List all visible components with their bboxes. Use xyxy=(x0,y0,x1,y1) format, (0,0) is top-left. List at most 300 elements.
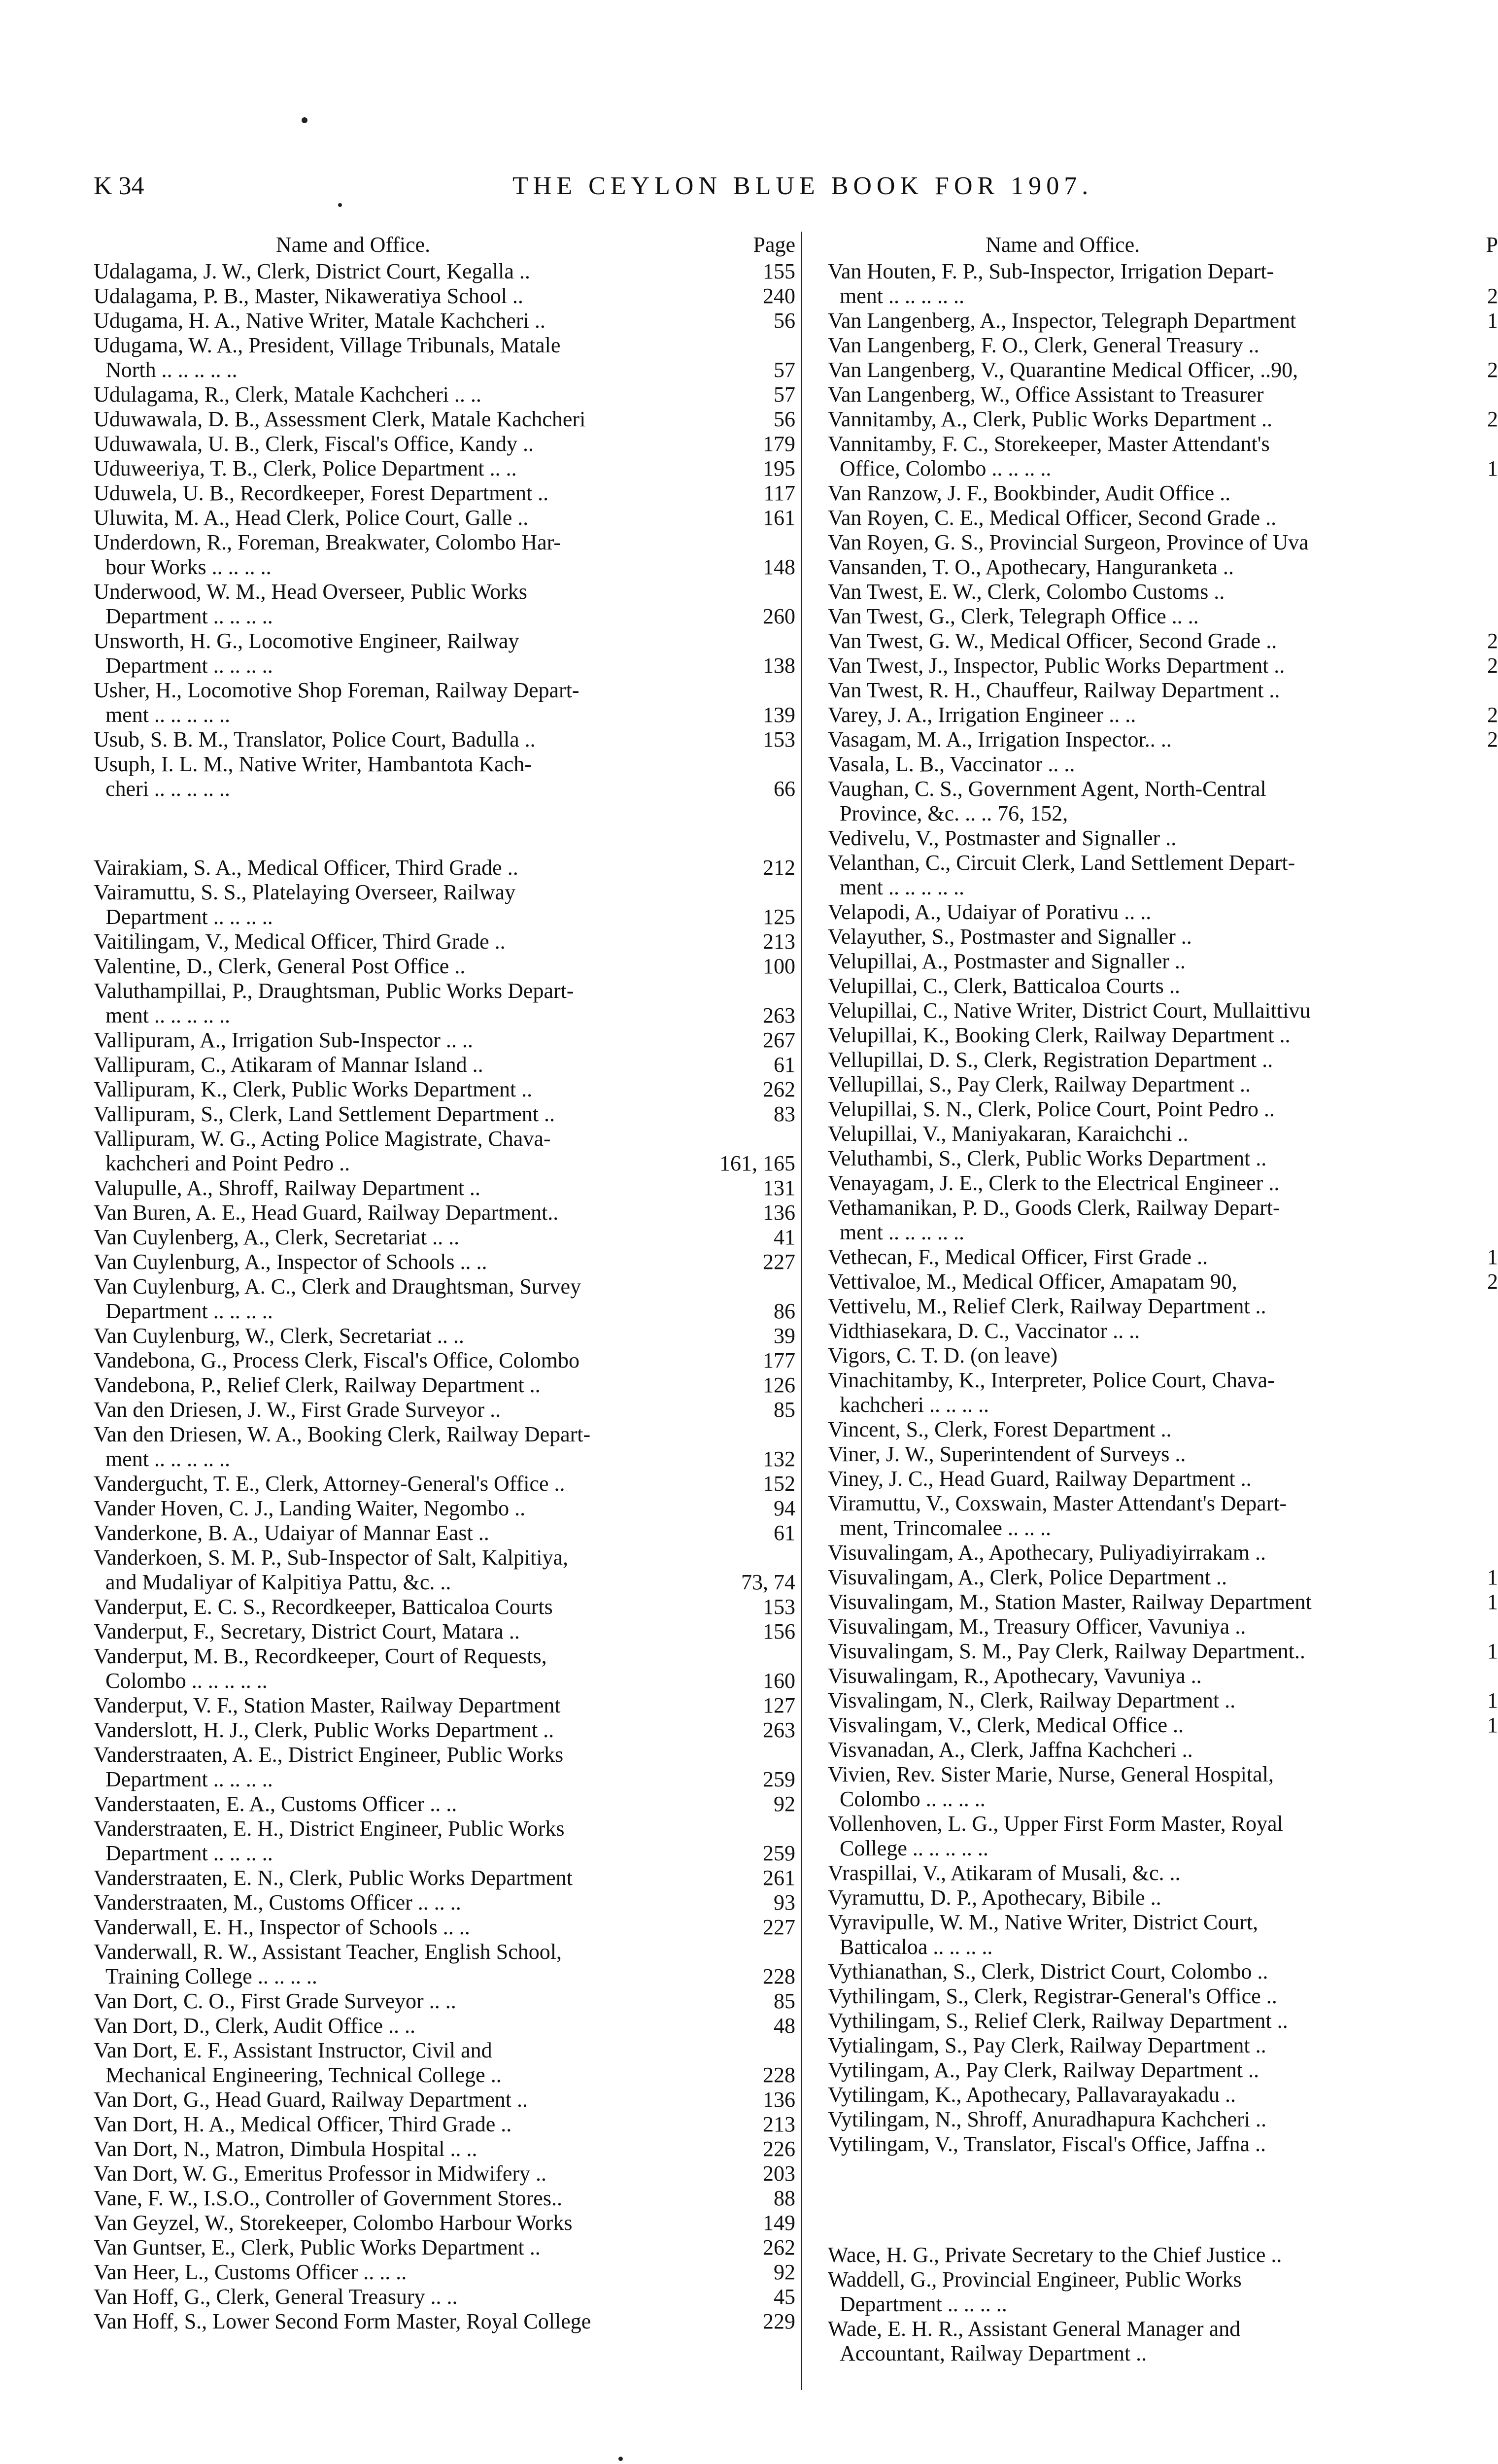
index-entry xyxy=(828,1072,1468,1097)
index-entry xyxy=(828,752,1468,777)
index-entry xyxy=(828,1097,1468,1122)
entry-page: 195 xyxy=(763,456,795,480)
index-entry xyxy=(94,1373,798,1398)
index-entry xyxy=(94,2285,798,2309)
entry-name-office: Department .. .. .. .. xyxy=(105,653,273,678)
index-entry xyxy=(828,1910,1468,1935)
entry-name-office: Vytilingam, A., Pay Clerk, Railway Department .. xyxy=(828,2058,1259,2082)
index-entry xyxy=(828,1442,1468,1467)
entry-page: 57 xyxy=(774,358,795,382)
entry-name-office: Department .. .. .. .. xyxy=(105,604,273,628)
index-entry xyxy=(94,530,798,555)
entry-page: 228 xyxy=(763,2063,795,2087)
index-entry xyxy=(828,1467,1468,1491)
entry-name-office: Veluthambi, S., Clerk, Public Works Department .. xyxy=(828,1146,1267,1170)
index-entry xyxy=(828,1269,1498,1294)
entry-name-office: and Mudaliyar of Kalpitiya Pattu, &c. .. xyxy=(105,1570,451,1594)
section-gap xyxy=(828,2156,1468,2211)
index-entry xyxy=(94,905,798,929)
index-entry xyxy=(828,530,1468,555)
entry-name-office: Van Twest, R. H., Chauffeur, Railway Department .. xyxy=(828,678,1280,702)
entry-page: 156 xyxy=(763,1619,795,1643)
index-entry xyxy=(94,1151,798,1176)
entry-name-office: Van Buren, A. E., Head Guard, Railway Department.. xyxy=(94,1200,559,1225)
section-gap xyxy=(828,2211,1468,2243)
index-entry xyxy=(828,308,1498,333)
index-entry xyxy=(828,1393,1468,1417)
entry-name-office: Vyravipulle, W. M., Native Writer, District Court, xyxy=(828,1910,1259,1934)
entry-name-office: Vytilingam, V., Translator, Fiscal's Office, Jaffna .. xyxy=(828,2132,1266,2156)
entry-page: 227 xyxy=(763,1915,795,1939)
index-entry xyxy=(94,2260,798,2285)
index-entry xyxy=(828,1959,1468,1984)
entry-name-office: College .. .. .. .. .. xyxy=(840,1836,988,1860)
entry-page: 2 xyxy=(1487,703,1498,727)
ink-dot xyxy=(302,117,307,123)
entry-page: 262 xyxy=(763,1077,795,1101)
index-entry xyxy=(94,506,798,530)
entry-page: 127 xyxy=(763,1693,795,1717)
entry-name-office: Vincent, S., Clerk, Forest Department .. xyxy=(828,1417,1172,1441)
entry-name-office: Vaughan, C. S., Government Agent, North-Central xyxy=(828,777,1266,801)
index-entry xyxy=(828,851,1468,875)
index-entry xyxy=(94,2063,798,2088)
entry-name-office: Vanderslott, H. J., Clerk, Public Works Department .. xyxy=(94,1718,554,1742)
entry-name-office: Van den Driesen, W. A., Booking Clerk, Railway Depart- xyxy=(94,1422,591,1446)
entry-page: 263 xyxy=(763,1718,795,1742)
entry-name-office: Uduweeriya, T. B., Clerk, Police Department .. .. xyxy=(94,456,517,480)
entry-name-office: Vanderput, E. C. S., Recordkeeper, Batticaloa Courts xyxy=(94,1595,553,1619)
entry-page: 148 xyxy=(763,555,795,579)
entry-name-office: Visuvalingam, M., Treasury Officer, Vavuniya .. xyxy=(828,1614,1246,1639)
entry-name-office: Visvalingam, V., Clerk, Medical Office .. xyxy=(828,1713,1184,1737)
entry-page: 48 xyxy=(774,2014,795,2038)
index-entry xyxy=(828,1738,1468,1762)
index-entry xyxy=(828,259,1468,284)
index-entry xyxy=(94,481,798,506)
entry-name-office: kachcheri and Point Pedro .. xyxy=(105,1151,350,1175)
index-entry xyxy=(94,432,798,456)
entry-name-office: Visuvalingam, A., Apothecary, Puliyadiyirrakam .. xyxy=(828,1540,1266,1565)
entry-name-office: Vallipuram, C., Atikaram of Mannar Island .. xyxy=(94,1053,483,1077)
entry-name-office: Varey, J. A., Irrigation Engineer .. .. xyxy=(828,703,1136,727)
entry-page: 1 xyxy=(1487,1639,1498,1663)
entry-page: 1 xyxy=(1487,1245,1498,1269)
index-entry xyxy=(828,1516,1468,1540)
entry-name-office: Vanderkoen, S. M. P., Sub-Inspector of Salt, Kalpitiya, xyxy=(94,1545,568,1570)
index-entry xyxy=(828,1294,1468,1319)
entry-name-office: Vansanden, T. O., Apothecary, Hanguranketa .. xyxy=(828,555,1234,579)
entry-name-office: Batticaloa .. .. .. .. xyxy=(840,1935,993,1959)
entry-name-office: Van Cuylenberg, A., Clerk, Secretariat .. .. xyxy=(94,1225,460,1249)
entry-page: 2 xyxy=(1487,1269,1498,1294)
entry-name-office: bour Works .. .. .. .. xyxy=(105,555,272,579)
index-entry xyxy=(94,752,798,777)
entry-name-office: Vidthiasekara, D. C., Vaccinator .. .. xyxy=(828,1319,1140,1343)
index-entry xyxy=(828,801,1468,826)
index-entry xyxy=(94,727,798,752)
entry-name-office: Van Hoff, S., Lower Second Form Master, Royal College xyxy=(94,2309,591,2333)
entry-page: 92 xyxy=(774,2260,795,2284)
entry-page: 2 xyxy=(1487,358,1498,382)
index-entry xyxy=(94,1447,798,1472)
entry-name-office: Van Dort, N., Matron, Dimbula Hospital .. .. xyxy=(94,2137,477,2161)
index-entry xyxy=(828,924,1468,949)
index-entry xyxy=(828,998,1468,1023)
entry-name-office: Udugama, W. A., President, Village Tribunals, Matale xyxy=(94,333,561,357)
entry-name-office: Vanderstraaten, M., Customs Officer .. .. .. xyxy=(94,1890,461,1915)
index-entry xyxy=(94,1964,798,1989)
index-entry xyxy=(94,1102,798,1127)
entry-name-office: Van Cuylenburg, A., Inspector of Schools .. .. xyxy=(94,1250,487,1274)
column-divider xyxy=(801,232,802,2390)
entry-page: 153 xyxy=(763,1595,795,1619)
entry-name-office: Valuthampillai, P., Draughtsman, Public Works Depart- xyxy=(94,979,574,1003)
index-entry xyxy=(828,1048,1468,1072)
index-entry xyxy=(94,1866,798,1890)
entry-page: 85 xyxy=(774,1398,795,1422)
index-entry xyxy=(94,1545,798,1570)
index-entry xyxy=(828,1836,1468,1861)
entry-name-office: Vythianathan, S., Clerk, District Court, Colombo .. xyxy=(828,1959,1268,1984)
entry-page: 136 xyxy=(763,1200,795,1225)
entry-name-office: Visvalingam, N., Clerk, Railway Department .. xyxy=(828,1688,1236,1712)
entry-page: 61 xyxy=(774,1053,795,1077)
entry-page: 2 xyxy=(1487,727,1498,752)
entry-name-office: Vanderput, M. B., Recordkeeper, Court of Requests, xyxy=(94,1644,547,1668)
index-entry xyxy=(828,1023,1468,1048)
index-entry xyxy=(94,407,798,432)
entry-name-office: Vanderwall, E. H., Inspector of Schools .. .. xyxy=(94,1915,470,1939)
entry-name-office: Vannitamby, A., Clerk, Public Works Department .. xyxy=(828,407,1272,431)
entry-name-office: Training College .. .. .. .. xyxy=(105,1964,317,1988)
entry-name-office: Vanderwall, R. W., Assistant Teacher, English School, xyxy=(94,1940,562,1964)
index-entry xyxy=(828,900,1468,924)
index-entry xyxy=(828,1762,1468,1787)
entry-page: 85 xyxy=(774,1989,795,2013)
index-entry xyxy=(828,826,1468,851)
entry-page: 56 xyxy=(774,308,795,333)
index-entry xyxy=(828,2341,1468,2366)
entry-name-office: Vytilingam, K., Apothecary, Pallavarayakadu .. xyxy=(828,2083,1236,2107)
index-entry xyxy=(828,604,1468,629)
index-entry xyxy=(94,2137,798,2161)
page-reference: K 34 xyxy=(94,172,144,200)
index-entry xyxy=(94,2186,798,2211)
entry-page: 57 xyxy=(774,382,795,407)
entry-name-office: Vyramuttu, D. P., Apothecary, Bibile .. xyxy=(828,1885,1161,1910)
index-entry xyxy=(94,1496,798,1521)
index-entry xyxy=(94,2014,798,2038)
index-entry xyxy=(94,1915,798,1940)
entry-name-office: North .. .. .. .. .. xyxy=(105,358,238,382)
entry-name-office: Wade, E. H. R., Assistant General Manager and xyxy=(828,2317,1241,2341)
index-entry xyxy=(828,2317,1468,2341)
entry-name-office: Uduwawala, D. B., Assessment Clerk, Matale Kachcheri xyxy=(94,407,586,431)
running-header xyxy=(94,171,1449,216)
index-entry xyxy=(94,2161,798,2186)
entry-page: 261 xyxy=(763,1866,795,1890)
entry-name-office: Vanderstraaten, E. H., District Engineer, Public Works xyxy=(94,1816,565,1841)
index-entry xyxy=(828,1713,1498,1738)
index-entry xyxy=(828,2083,1468,2107)
entry-name-office: Vasala, L. B., Vaccinator .. .. xyxy=(828,752,1075,776)
entry-name-office: Province, &c. .. .. 76, 152, xyxy=(840,801,1068,825)
index-entry xyxy=(94,880,798,905)
entry-name-office: Van Guntser, E., Clerk, Public Works Department .. xyxy=(94,2235,541,2259)
right-index-list xyxy=(828,259,1498,2366)
entry-page: 2 xyxy=(1487,629,1498,653)
entry-name-office: Vander Hoven, C. J., Landing Waiter, Negombo .. xyxy=(94,1496,526,1520)
entry-page: 2 xyxy=(1487,407,1498,431)
entry-name-office: Velupillai, C., Clerk, Batticaloa Courts .. xyxy=(828,974,1180,998)
index-entry xyxy=(94,1200,798,1225)
index-entry xyxy=(828,2132,1468,2156)
index-entry xyxy=(828,580,1468,604)
index-entry xyxy=(828,456,1498,481)
index-entry xyxy=(94,1053,798,1077)
index-entry xyxy=(94,1250,798,1274)
index-entry xyxy=(94,1274,798,1299)
entry-name-office: Van Dort, C. O., First Grade Surveyor .. .. xyxy=(94,1989,456,2013)
entry-page: 138 xyxy=(763,653,795,678)
entry-name-office: Visuvalingam, M., Station Master, Railway Department xyxy=(828,1590,1312,1614)
entry-name-office: Velupillai, S. N., Clerk, Police Court, Point Pedro .. xyxy=(828,1097,1275,1121)
section-gap xyxy=(94,801,798,856)
index-entry xyxy=(94,333,798,358)
index-entry xyxy=(828,1590,1498,1614)
index-entry xyxy=(828,1639,1498,1664)
entry-page: 131 xyxy=(763,1176,795,1200)
index-entry xyxy=(94,1595,798,1619)
index-entry xyxy=(94,2088,798,2112)
entry-page: 179 xyxy=(763,432,795,456)
entry-name-office: Vettivaloe, M., Medical Officer, Amapatam 90, xyxy=(828,1269,1237,1294)
index-entry xyxy=(94,1472,798,1496)
entry-page: 260 xyxy=(763,604,795,628)
entry-name-office: Viramuttu, V., Coxswain, Master Attendant's Depart- xyxy=(828,1491,1287,1515)
entry-name-office: Van Langenberg, F. O., Clerk, General Treasury .. xyxy=(828,333,1260,357)
entry-name-office: Vanderput, V. F., Station Master, Railway Department xyxy=(94,1693,561,1717)
index-entry xyxy=(94,1348,798,1373)
entry-name-office: Vallipuram, S., Clerk, Land Settlement Department .. xyxy=(94,1102,555,1126)
entry-name-office: Velupillai, K., Booking Clerk, Railway Department .. xyxy=(828,1023,1291,1047)
entry-name-office: Van Houten, F. P., Sub-Inspector, Irrigation Depart- xyxy=(828,259,1274,283)
index-entry xyxy=(94,1989,798,2014)
index-entry xyxy=(828,1417,1468,1442)
entry-page: 125 xyxy=(763,905,795,929)
left-index-list xyxy=(94,259,798,2334)
entry-name-office: Velupillai, V., Maniyakaran, Karaichchi .. xyxy=(828,1122,1189,1146)
entry-page: 160 xyxy=(763,1669,795,1693)
index-entry xyxy=(94,929,798,954)
entry-name-office: Van Royen, C. E., Medical Officer, Second Grade .. xyxy=(828,506,1277,530)
entry-name-office: Udugama, H. A., Native Writer, Matale Kachcheri .. xyxy=(94,308,545,333)
entry-name-office: ment .. .. .. .. .. xyxy=(105,703,230,727)
entry-name-office: Vandebona, G., Process Clerk, Fiscal's Office, Colombo xyxy=(94,1348,579,1372)
index-entry xyxy=(828,333,1468,358)
entry-page: 213 xyxy=(763,2112,795,2136)
entry-name-office: Usub, S. B. M., Translator, Police Court, Badulla .. xyxy=(94,727,536,752)
index-entry xyxy=(828,2058,1468,2083)
entry-name-office: Accountant, Railway Department .. xyxy=(840,2341,1147,2365)
index-entry xyxy=(94,1570,798,1595)
entry-name-office: Velanthan, C., Circuit Clerk, Land Settlement Depart- xyxy=(828,851,1295,875)
entry-name-office: cheri .. .. .. .. .. xyxy=(105,777,230,801)
entry-name-office: kachcheri .. .. .. .. xyxy=(840,1393,989,1417)
index-entry xyxy=(828,1220,1468,1245)
index-entry xyxy=(94,382,798,407)
index-entry xyxy=(828,1688,1498,1713)
index-entry xyxy=(828,1787,1468,1812)
entry-name-office: Waddell, G., Provincial Engineer, Public Works xyxy=(828,2267,1242,2292)
index-entry xyxy=(94,2112,798,2137)
entry-name-office: Van Cuylenburg, A. C., Clerk and Draughtsman, Survey xyxy=(94,1274,581,1299)
entry-name-office: Van Dort, W. G., Emeritus Professor in Midwifery .. xyxy=(94,2161,547,2186)
entry-name-office: Visuwalingam, R., Apothecary, Vavuniya .. xyxy=(828,1664,1202,1688)
index-entry xyxy=(94,1743,798,1767)
entry-name-office: Vinachitamby, K., Interpreter, Police Court, Chava- xyxy=(828,1368,1275,1392)
entry-page: 228 xyxy=(763,1964,795,1988)
index-entry xyxy=(828,1146,1468,1171)
index-entry xyxy=(828,1343,1468,1368)
index-entry xyxy=(94,954,798,979)
entry-name-office: Vallipuram, A., Irrigation Sub-Inspector .. .. xyxy=(94,1028,473,1052)
entry-page: 155 xyxy=(763,259,795,283)
entry-page: 153 xyxy=(763,727,795,752)
index-entry xyxy=(828,1565,1498,1590)
index-entry xyxy=(828,1935,1468,1959)
entry-page: 94 xyxy=(774,1496,795,1520)
entry-name-office: ment .. .. .. .. .. xyxy=(840,1220,964,1244)
index-entry xyxy=(828,2267,1468,2292)
entry-name-office: ment, Trincomalee .. .. .. xyxy=(840,1516,1051,1540)
entry-page: 136 xyxy=(763,2088,795,2112)
entry-name-office: ment .. .. .. .. .. xyxy=(105,1003,230,1027)
index-entry xyxy=(94,1225,798,1250)
index-entry xyxy=(94,1077,798,1102)
entry-name-office: Van den Driesen, J. W., First Grade Surveyor .. xyxy=(94,1398,501,1422)
index-entry xyxy=(94,1940,798,1964)
index-entry xyxy=(828,703,1498,727)
index-entry xyxy=(828,1614,1468,1639)
entry-name-office: Van Royen, G. S., Provincial Surgeon, Province of Uva xyxy=(828,530,1309,554)
entry-name-office: Vollenhoven, L. G., Upper First Form Master, Royal xyxy=(828,1812,1283,1836)
index-entry xyxy=(828,1171,1468,1196)
index-entry xyxy=(94,703,798,727)
entry-name-office: Vandebona, P., Relief Clerk, Railway Department .. xyxy=(94,1373,541,1397)
index-entry xyxy=(94,777,798,801)
ink-dot xyxy=(618,2457,623,2461)
entry-name-office: Van Heer, L., Customs Officer .. .. .. xyxy=(94,2260,407,2284)
entry-name-office: Velayuther, S., Postmaster and Signaller .. xyxy=(828,924,1192,949)
index-entry xyxy=(828,1245,1498,1269)
index-entry xyxy=(94,1127,798,1151)
entry-name-office: Van Twest, J., Inspector, Public Works Department .. xyxy=(828,653,1285,678)
entry-name-office: Wace, H. G., Private Secretary to the Chief Justice .. xyxy=(828,2243,1282,2267)
index-entry xyxy=(828,2107,1468,2132)
index-entry xyxy=(94,1767,798,1792)
index-entry xyxy=(94,1324,798,1348)
index-entry xyxy=(828,284,1498,308)
index-entry xyxy=(94,1644,798,1669)
index-entry xyxy=(94,555,798,580)
entry-page: 88 xyxy=(774,2186,795,2210)
entry-name-office: Vythilingam, S., Clerk, Registrar-General's Office .. xyxy=(828,1984,1277,2008)
column-header-page: P xyxy=(1486,233,1498,257)
index-entry xyxy=(94,1299,798,1324)
index-entry xyxy=(94,456,798,481)
column-header-name: Name and Office. xyxy=(986,233,1140,257)
index-entry xyxy=(828,1491,1468,1516)
entry-name-office: Valentine, D., Clerk, General Post Office .. xyxy=(94,954,466,978)
entry-name-office: Vivien, Rev. Sister Marie, Nurse, General Hospital, xyxy=(828,1762,1274,1786)
entry-page: 259 xyxy=(763,1841,795,1865)
entry-name-office: Vytialingam, S., Pay Clerk, Railway Department .. xyxy=(828,2033,1266,2057)
entry-name-office: Unsworth, H. G., Locomotive Engineer, Railway xyxy=(94,629,519,653)
entry-name-office: Visuvalingam, A., Clerk, Police Department .. xyxy=(828,1565,1227,1589)
entry-page: 117 xyxy=(763,481,795,505)
index-entry xyxy=(828,1122,1468,1146)
entry-page: 39 xyxy=(774,1324,795,1348)
entry-page: 161 xyxy=(763,506,795,530)
entry-name-office: Vettivelu, M., Relief Clerk, Railway Department .. xyxy=(828,1294,1266,1318)
entry-name-office: Venayagam, J. E., Clerk to the Electrical Engineer .. xyxy=(828,1171,1280,1195)
column-header-name: Name and Office. xyxy=(276,233,431,257)
entry-page: 226 xyxy=(763,2137,795,2161)
column-header-page: Page xyxy=(753,233,795,257)
entry-name-office: Department .. .. .. .. xyxy=(105,905,273,929)
entry-page: 1 xyxy=(1487,308,1498,333)
index-entry xyxy=(94,1890,798,1915)
entry-name-office: Van Twest, G., Clerk, Telegraph Office .. .. xyxy=(828,604,1199,628)
entry-name-office: Vandergucht, T. E., Clerk, Attorney-General's Office .. xyxy=(94,1472,565,1496)
entry-name-office: Underwood, W. M., Head Overseer, Public Works xyxy=(94,580,527,604)
index-entry xyxy=(94,308,798,333)
entry-name-office: Uduwawala, U. B., Clerk, Fiscal's Office, Kandy .. xyxy=(94,432,534,456)
entry-page: 240 xyxy=(763,284,795,308)
entry-name-office: Vasagam, M. A., Irrigation Inspector.. .. xyxy=(828,727,1172,752)
entry-name-office: Van Langenberg, A., Inspector, Telegraph Department xyxy=(828,308,1296,333)
entry-name-office: Velupillai, C., Native Writer, District Court, Mullaittivu xyxy=(828,998,1311,1023)
entry-name-office: Vanderstraaten, E. N., Clerk, Public Works Department xyxy=(94,1866,573,1890)
index-entry xyxy=(828,1368,1468,1393)
index-entry xyxy=(94,1669,798,1693)
entry-page: 1 xyxy=(1487,1590,1498,1614)
entry-page: 259 xyxy=(763,1767,795,1791)
entry-name-office: Van Dort, G., Head Guard, Railway Department .. xyxy=(94,2088,528,2112)
index-entry xyxy=(828,1812,1468,1836)
entry-name-office: Department .. .. .. .. xyxy=(105,1299,273,1323)
index-entry xyxy=(94,1521,798,1545)
index-entry xyxy=(828,678,1468,703)
entry-page: 212 xyxy=(763,856,795,880)
entry-page: 1 xyxy=(1487,1565,1498,1589)
index-entry xyxy=(828,629,1498,653)
index-entry xyxy=(94,1693,798,1718)
index-entry xyxy=(94,1792,798,1816)
index-entry xyxy=(828,1885,1468,1910)
entry-name-office: Mechanical Engineering, Technical College .. xyxy=(105,2063,502,2087)
entry-page: 41 xyxy=(774,1225,795,1249)
entry-name-office: Viner, J. W., Superintendent of Surveys .. xyxy=(828,1442,1186,1466)
index-entry xyxy=(94,653,798,678)
entry-name-office: Vethecan, F., Medical Officer, First Grade .. xyxy=(828,1245,1208,1269)
entry-name-office: Usher, H., Locomotive Shop Foreman, Railway Depart- xyxy=(94,678,579,702)
index-entry xyxy=(828,777,1468,801)
entry-name-office: Vellupillai, S., Pay Clerk, Railway Department .. xyxy=(828,1072,1251,1096)
index-entry xyxy=(828,2292,1468,2317)
